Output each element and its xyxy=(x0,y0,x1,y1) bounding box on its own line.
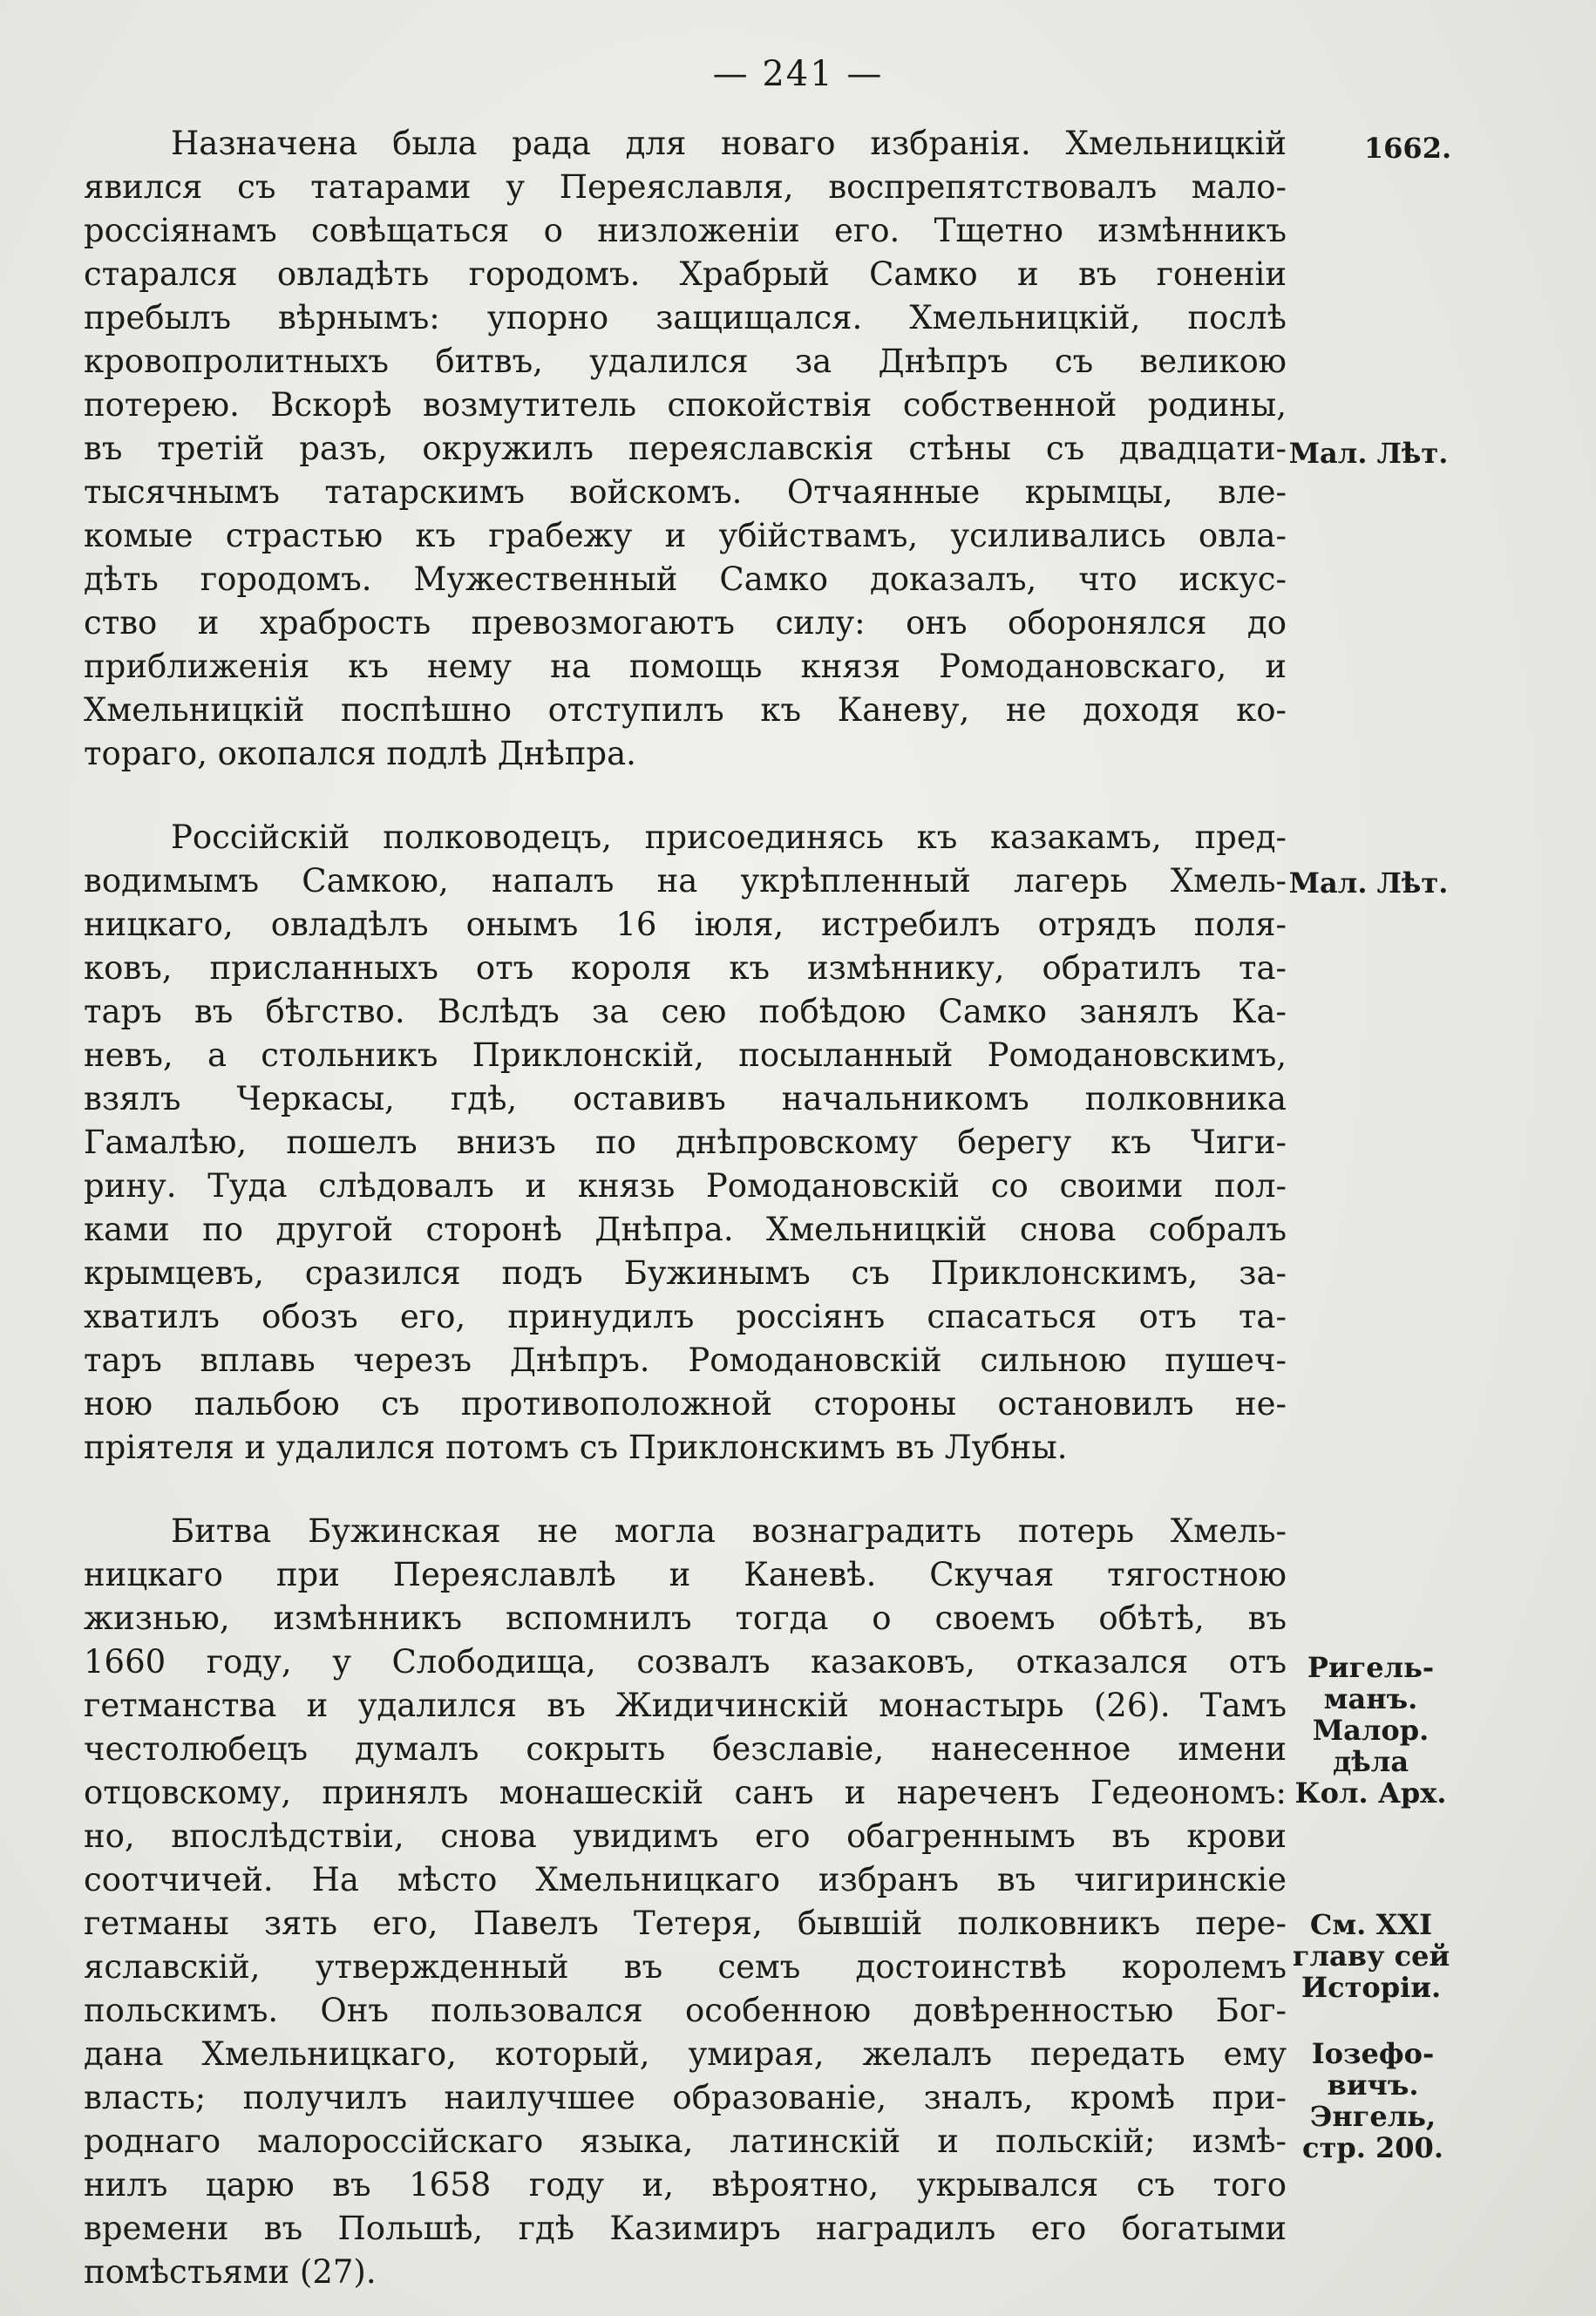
text-line: ницкаго, овладѣлъ онымъ 16 іюля, истребилъ отрядъ поля- xyxy=(84,906,1287,943)
margin-note-rigelman xyxy=(1290,1652,1451,1809)
text-line: потерею. Вскорѣ возмутитель спокойствія собственной родины, xyxy=(84,386,1287,424)
text-line: отцовскому, принялъ монашескій санъ и нареченъ Гедеономъ: xyxy=(84,1774,1287,1811)
text-line: приближенія къ нему на помощь князя Ромодановскаго, и xyxy=(84,648,1287,685)
text-line: власть; получилъ наилучшее образованіе, зналъ, кромѣ при- xyxy=(84,2079,1287,2116)
paragraph-3 xyxy=(84,1510,1287,2294)
text-line: нилъ царю въ 1658 году и, вѣроятно, укрывался съ того xyxy=(84,2166,1287,2204)
text-line: тораго, окопался подлѣ Днѣпра. xyxy=(84,735,636,772)
margin-line: См. XXI xyxy=(1309,1908,1433,1941)
text-line: дѣть городомъ. Мужественный Самко доказалъ, что искус- xyxy=(84,560,1287,598)
text-line: времени въ Польшѣ, гдѣ Казимиръ наградилъ его богатыми xyxy=(84,2210,1287,2247)
text-line: таръ въ бѣгство. Вслѣдъ за сею побѣдою Самко занялъ Ка- xyxy=(84,993,1287,1030)
margin-line: Іозефо- xyxy=(1311,2037,1435,2070)
text-line: гетманы зять его, Павелъ Тетеря, бывшій полковникъ пере- xyxy=(84,1905,1287,1942)
margin-line: Исторіи. xyxy=(1301,1971,1442,2004)
text-line: явился съ татарами у Переяславля, воспрепятствовалъ мало- xyxy=(84,168,1287,206)
text-line: жизнью, измѣнникъ вспомнилъ тогда о своемъ обѣтѣ, въ xyxy=(84,1599,1287,1637)
text-line: пріятеля и удалился потомъ съ Приклонскимъ въ Лубны. xyxy=(84,1429,1068,1466)
text-line: гетманства и удалился въ Жидичинскій монастырь (26). Тамъ xyxy=(84,1687,1287,1724)
text-line: рину. Туда слѣдовалъ и князь Ромодановскій со своими пол- xyxy=(84,1167,1287,1205)
text-line: тысячнымъ татарскимъ войскомъ. Отчаянные крымцы, вле- xyxy=(84,473,1287,511)
text-line: въ третій разъ, окружилъ переяславскія стѣны съ двадцати- xyxy=(84,430,1287,467)
text-line: ство и храбрость превозмогаютъ силу: онъ оборонялся до xyxy=(84,604,1287,642)
text-line: водимымъ Самкою, напалъ на укрѣпленный лагерь Хмель- xyxy=(84,862,1287,900)
text-line: яславскій, утвержденный въ семъ достоинствѣ королемъ xyxy=(84,1948,1287,1986)
margin-note-mal-let-1: Мал. Лѣт. xyxy=(1288,437,1449,470)
text-line: таръ вплавь черезъ Днѣпръ. Ромодановскій сильною пушеч- xyxy=(84,1341,1287,1379)
text-line: Россійскій полководецъ, присоединясь къ казакамъ, пред- xyxy=(171,818,1287,856)
margin-note-year: 1662. xyxy=(1363,132,1452,165)
page-number: — 241 — xyxy=(712,54,884,94)
margin-line: дѣла xyxy=(1332,1745,1409,1778)
margin-line: Кол. Арх. xyxy=(1294,1776,1447,1810)
text-line: 1660 году, у Слободища, созвалъ казаковъ, отказался отъ xyxy=(84,1643,1287,1681)
paragraph-2 xyxy=(84,816,1287,1470)
margin-line: стр. 200. xyxy=(1302,2131,1443,2164)
text-line: Назначена была рада для новаго избранія. Хмельницкій xyxy=(171,125,1287,162)
text-line: Гамалѣю, пошелъ внизъ по днѣпровскому берегу къ Чиги- xyxy=(84,1124,1287,1161)
text-line: помѣстьями (27). xyxy=(84,2253,377,2291)
text-line: честолюбецъ думалъ сокрыть безславіе, нанесенное имени xyxy=(84,1730,1287,1768)
text-line: роднаго малороссійскаго языка, латинскій и польскій; измѣ- xyxy=(84,2122,1287,2160)
text-line: ницкаго при Переяславлѣ и Каневѣ. Скучая тягостною xyxy=(84,1556,1287,1593)
margin-note-mal-let-2: Мал. Лѣт. xyxy=(1288,866,1449,900)
text-line: ною пальбою съ противоположной стороны остановилъ не- xyxy=(84,1385,1287,1423)
body-text xyxy=(84,122,1287,2294)
margin-line: Малор. xyxy=(1312,1714,1430,1747)
text-line: хватилъ обозъ его, принудилъ россіянъ спасаться отъ та- xyxy=(84,1298,1287,1335)
text-line: комые страстью къ грабежу и убійствамъ, усиливались овла- xyxy=(84,517,1287,554)
text-line: крымцевъ, сразился подъ Бужинымъ съ Приклонскимъ, за- xyxy=(84,1254,1287,1292)
margin-note-iosefovich xyxy=(1290,2038,1456,2163)
margin-line: главу сей xyxy=(1292,1939,1450,1973)
text-line: соотчичей. На мѣсто Хмельницкаго избранъ въ чигиринскіе xyxy=(84,1861,1287,1898)
text-line: Хмельницкій поспѣшно отступилъ къ Каневу, не доходя ко- xyxy=(84,691,1287,729)
text-line: ковъ, присланныхъ отъ короля къ измѣннику, обратилъ та- xyxy=(84,949,1287,987)
margin-line: манъ. xyxy=(1323,1682,1418,1715)
margin-line: Энгель, xyxy=(1309,2100,1436,2133)
text-line: ками по другой сторонѣ Днѣпра. Хмельницкій снова собралъ xyxy=(84,1211,1287,1248)
margin-line: Ригель- xyxy=(1307,1651,1435,1684)
paragraph-1 xyxy=(84,122,1287,776)
text-line: пребылъ вѣрнымъ: упорно защищался. Хмельницкій, послѣ xyxy=(84,299,1287,336)
text-line: взялъ Черкасы, гдѣ, оставивъ начальникомъ полковника xyxy=(84,1080,1287,1117)
text-line: кровопролитныхъ битвъ, удалился за Днѣпръ съ великою xyxy=(84,343,1287,380)
margin-line: вичъ. xyxy=(1327,2068,1419,2102)
text-line: старался овладѣть городомъ. Храбрый Самко и въ гоненіи xyxy=(84,255,1287,293)
text-line: дана Хмельницкаго, который, умирая, желалъ передать ему xyxy=(84,2035,1287,2073)
text-line: польскимъ. Онъ пользовался особенною довѣренностью Бог- xyxy=(84,1992,1287,2029)
text-line: Битва Бужинская не могла вознаградить потерь Хмель- xyxy=(171,1512,1287,1550)
text-line: россіянамъ совѣщаться о низложеніи его. Тщетно измѣнникъ xyxy=(84,212,1287,249)
text-line: но, впослѣдствіи, снова увидимъ его обагреннымъ въ крови xyxy=(84,1817,1287,1855)
text-line: невъ, а стольникъ Приклонскій, посыланный Ромодановскимъ, xyxy=(84,1036,1287,1074)
margin-note-sm-xxi xyxy=(1288,1909,1454,2003)
